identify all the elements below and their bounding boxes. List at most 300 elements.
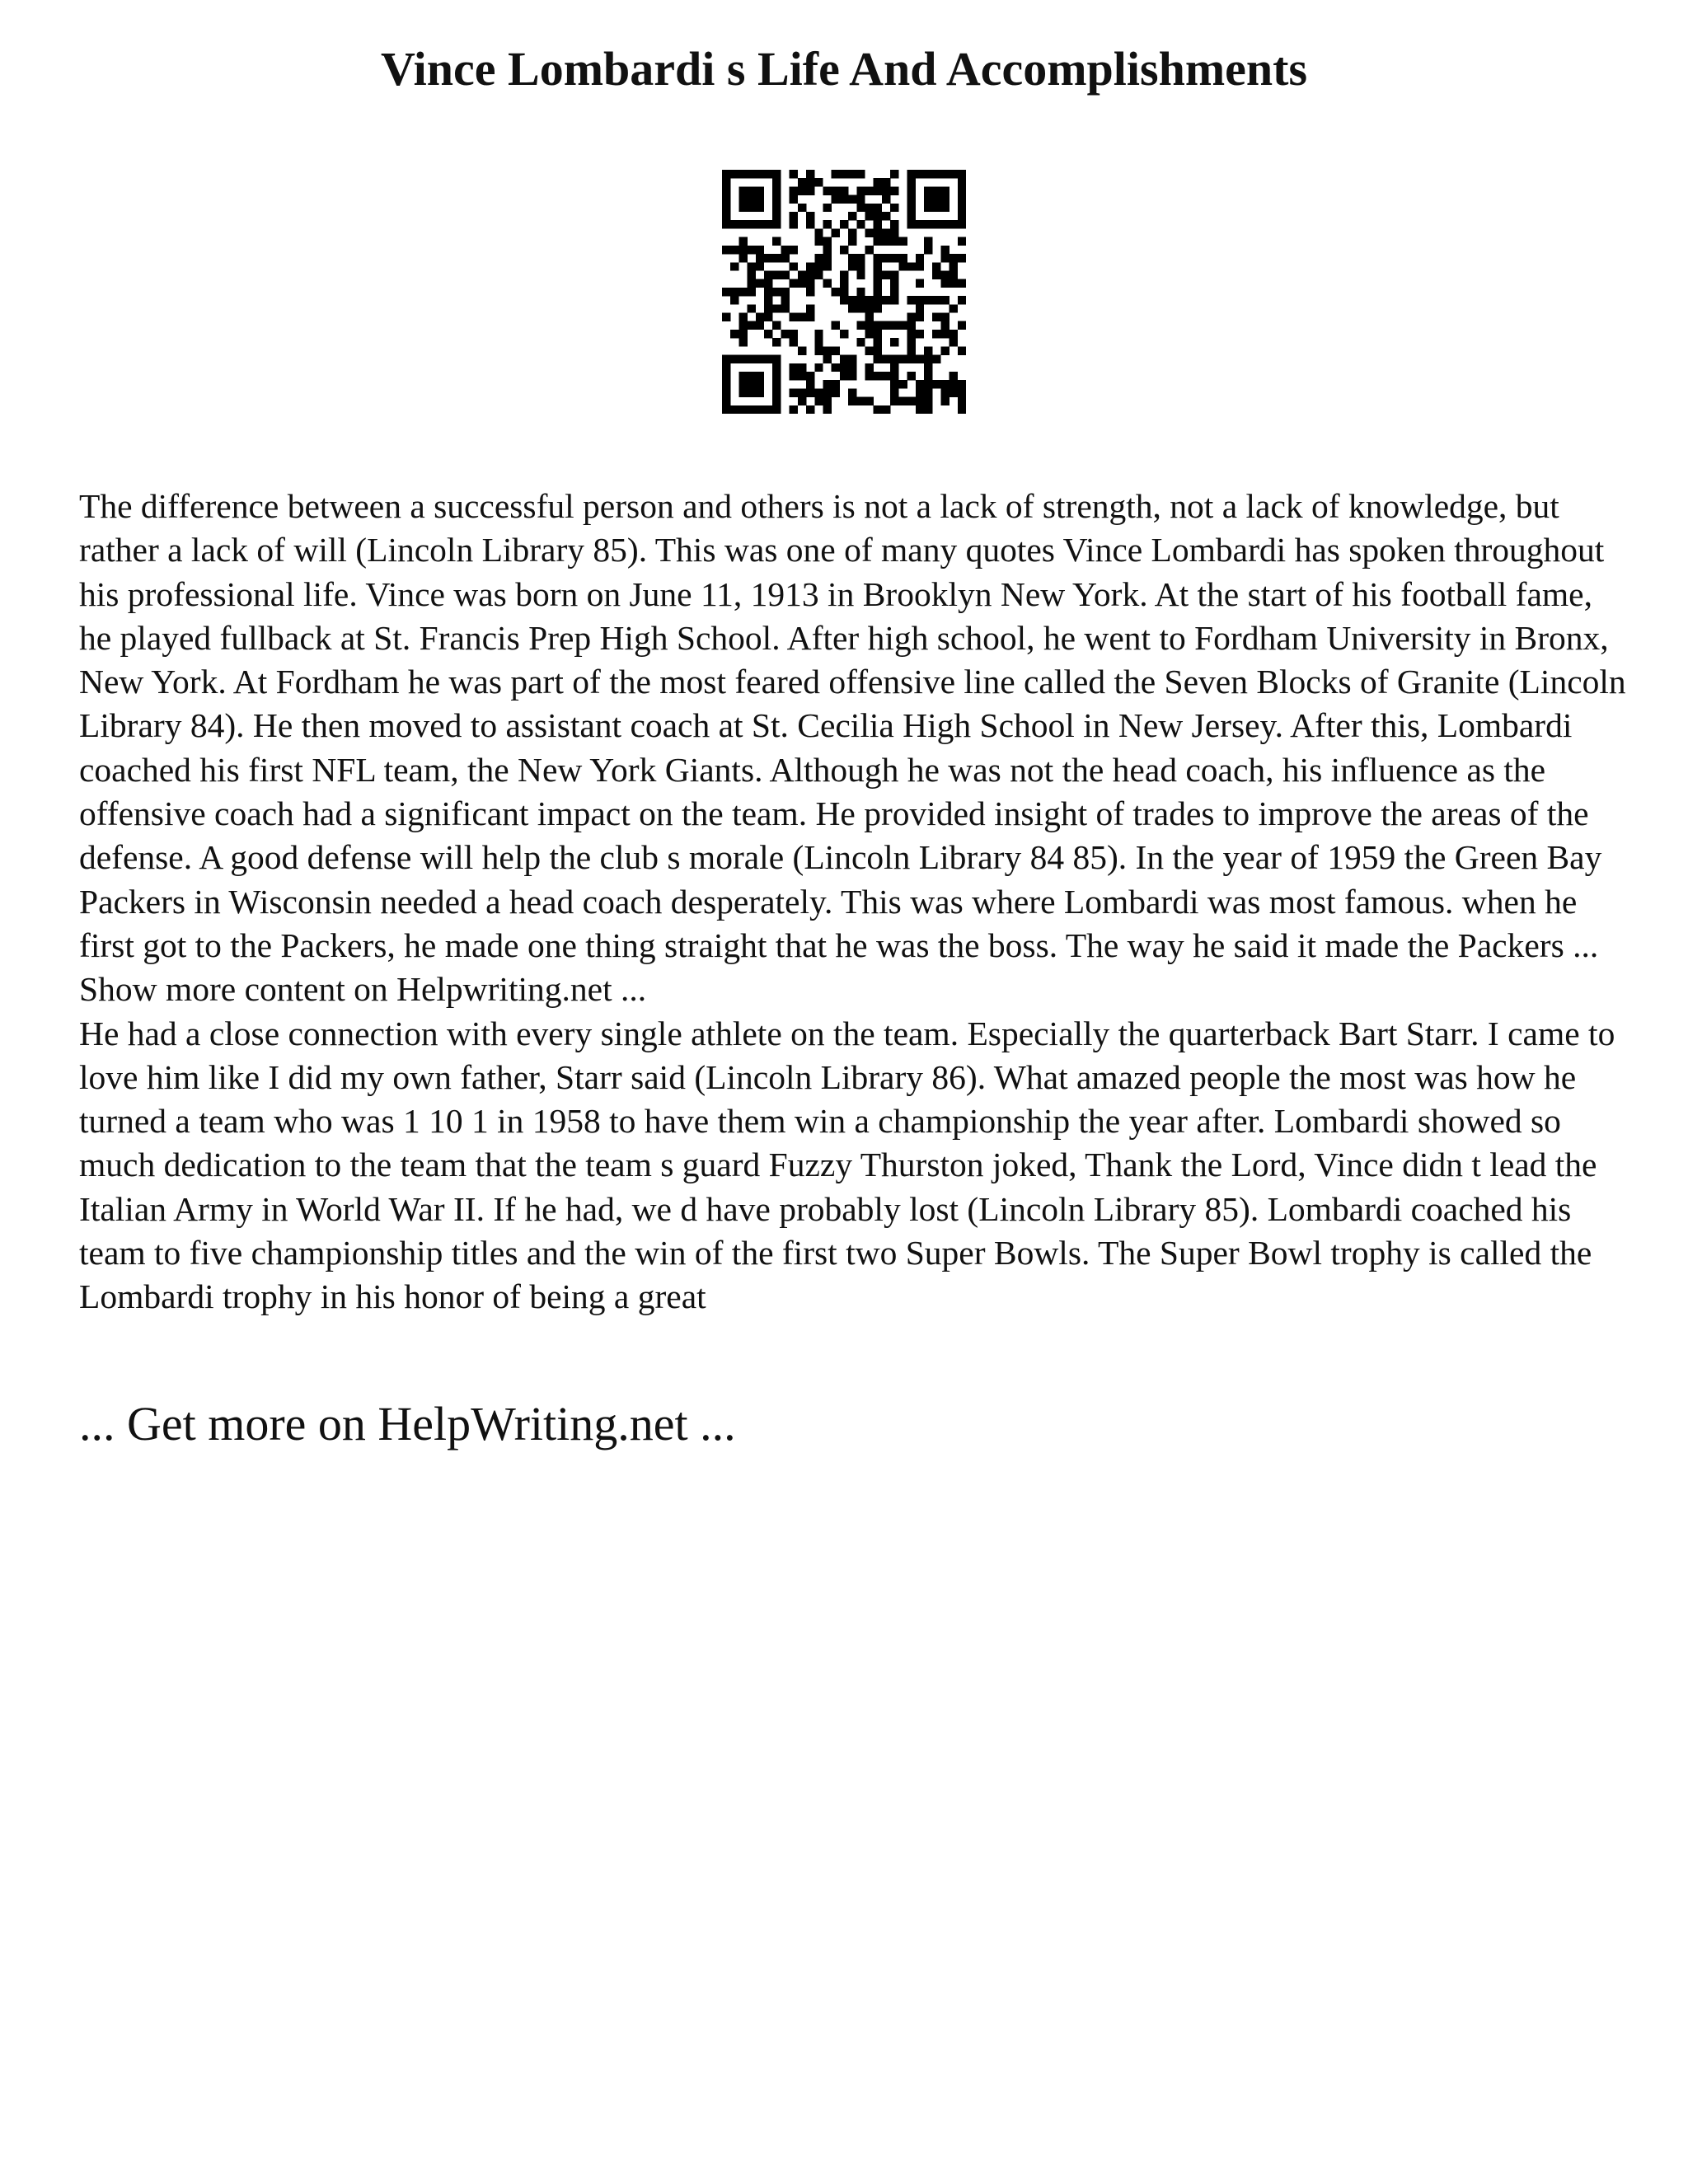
qr-module <box>814 237 823 246</box>
qr-module <box>738 372 747 380</box>
qr-module <box>856 321 865 330</box>
qr-module <box>798 388 806 396</box>
qr-module <box>958 405 966 414</box>
qr-module <box>882 355 890 363</box>
qr-module <box>950 279 958 288</box>
qr-module <box>916 405 924 414</box>
qr-module <box>722 405 730 414</box>
qr-module <box>907 397 916 405</box>
qr-module <box>950 338 958 346</box>
qr-module <box>806 270 814 279</box>
qr-module <box>865 212 874 220</box>
qr-module <box>738 254 747 262</box>
qr-module <box>924 170 932 178</box>
qr-module <box>832 288 840 296</box>
qr-module <box>772 237 781 246</box>
qr-module <box>924 204 932 212</box>
qr-module <box>823 397 831 405</box>
qr-module <box>722 186 730 194</box>
qr-module <box>756 186 764 194</box>
qr-module <box>916 296 924 304</box>
qr-module <box>865 246 874 254</box>
qr-module <box>748 388 756 396</box>
qr-module <box>730 288 738 296</box>
qr-module <box>814 228 823 237</box>
qr-module <box>738 186 747 194</box>
qr-module <box>924 380 932 388</box>
qr-module <box>874 279 882 288</box>
qr-module <box>748 220 756 228</box>
qr-module <box>874 304 882 312</box>
qr-module <box>907 212 916 220</box>
qr-module <box>890 228 898 237</box>
qr-module <box>772 186 781 194</box>
qr-module <box>748 170 756 178</box>
qr-module <box>764 288 772 296</box>
qr-module <box>756 195 764 204</box>
qr-module <box>748 355 756 363</box>
qr-module <box>722 288 730 296</box>
qr-module <box>748 321 756 330</box>
qr-module <box>848 170 856 178</box>
qr-module <box>823 204 831 212</box>
qr-module <box>907 262 916 270</box>
qr-module <box>840 246 848 254</box>
qr-module <box>882 212 890 220</box>
qr-module <box>848 397 856 405</box>
qr-module <box>958 397 966 405</box>
qr-module <box>722 212 730 220</box>
qr-module <box>814 388 823 396</box>
qr-module <box>848 254 856 262</box>
qr-module <box>916 380 924 388</box>
qr-module <box>882 237 890 246</box>
qr-module <box>848 388 856 396</box>
qr-module <box>907 330 916 338</box>
qr-module <box>874 237 882 246</box>
qr-module <box>823 346 831 354</box>
qr-module <box>856 195 865 204</box>
qr-module <box>730 170 738 178</box>
qr-module <box>814 254 823 262</box>
qr-module <box>772 405 781 414</box>
qr-module <box>756 220 764 228</box>
qr-module <box>924 405 932 414</box>
qr-module <box>916 355 924 363</box>
qr-module <box>840 220 848 228</box>
qr-module <box>874 288 882 296</box>
qr-module <box>907 178 916 186</box>
qr-module <box>722 397 730 405</box>
qr-module <box>898 237 907 246</box>
qr-module <box>882 405 890 414</box>
qr-module <box>814 178 823 186</box>
qr-module <box>907 170 916 178</box>
qr-module <box>940 330 949 338</box>
qr-module <box>840 288 848 296</box>
qr-module <box>823 388 831 396</box>
qr-module <box>772 388 781 396</box>
qr-module <box>924 237 932 246</box>
qr-module <box>958 321 966 330</box>
qr-module <box>823 355 831 363</box>
qr-module <box>748 246 756 254</box>
qr-module <box>806 288 814 296</box>
qr-module <box>958 380 966 388</box>
qr-module <box>874 204 882 212</box>
qr-module <box>865 372 874 380</box>
qr-module <box>882 195 890 204</box>
qr-module <box>924 397 932 405</box>
qr-module <box>950 388 958 396</box>
qr-module <box>958 346 966 354</box>
qr-module <box>916 279 924 288</box>
qr-module <box>940 254 949 262</box>
qr-module <box>865 228 874 237</box>
qr-module <box>932 220 940 228</box>
qr-module <box>932 355 940 363</box>
qr-module <box>738 220 747 228</box>
qr-module <box>890 380 898 388</box>
qr-code-icon <box>722 170 966 414</box>
qr-module <box>730 355 738 363</box>
qr-module <box>738 388 747 396</box>
qr-module <box>874 262 882 270</box>
qr-module <box>748 270 756 279</box>
qr-module <box>924 296 932 304</box>
qr-module <box>772 304 781 312</box>
qr-module <box>916 220 924 228</box>
qr-module <box>806 380 814 388</box>
qr-module <box>882 270 890 279</box>
qr-module <box>890 355 898 363</box>
qr-module <box>950 170 958 178</box>
qr-module <box>950 330 958 338</box>
qr-module <box>898 380 907 388</box>
qr-module <box>756 321 764 330</box>
qr-module <box>722 372 730 380</box>
qr-module <box>764 296 772 304</box>
qr-module <box>848 195 856 204</box>
qr-module <box>756 254 764 262</box>
qr-module <box>764 313 772 321</box>
qr-module <box>748 304 756 312</box>
qr-module <box>950 254 958 262</box>
qr-module <box>840 355 848 363</box>
article-body <box>79 485 1629 1319</box>
qr-module <box>940 279 949 288</box>
qr-module <box>874 372 882 380</box>
qr-module <box>790 262 798 270</box>
qr-module <box>865 204 874 212</box>
qr-module <box>907 186 916 194</box>
qr-module <box>874 330 882 338</box>
qr-code <box>722 170 966 414</box>
qr-module <box>790 279 798 288</box>
qr-module <box>790 220 798 228</box>
qr-module <box>856 296 865 304</box>
qr-module <box>916 330 924 338</box>
qr-module <box>722 220 730 228</box>
qr-module <box>823 186 831 194</box>
qr-module <box>806 388 814 396</box>
qr-module <box>738 330 747 338</box>
qr-module <box>748 372 756 380</box>
qr-module <box>916 313 924 321</box>
qr-module <box>874 355 882 363</box>
qr-module <box>772 288 781 296</box>
qr-module <box>756 372 764 380</box>
qr-module <box>958 237 966 246</box>
qr-module <box>940 170 949 178</box>
qr-module <box>738 204 747 212</box>
get-more-link[interactable]: ... Get more on HelpWriting.net ... <box>79 1397 736 1451</box>
qr-module <box>874 178 882 186</box>
qr-module <box>722 204 730 212</box>
qr-module <box>806 313 814 321</box>
qr-module <box>772 212 781 220</box>
qr-module <box>764 355 772 363</box>
qr-module <box>890 288 898 296</box>
qr-module <box>940 246 949 254</box>
qr-module <box>848 237 856 246</box>
qr-module <box>940 270 949 279</box>
qr-module <box>865 313 874 321</box>
qr-module <box>748 186 756 194</box>
qr-module <box>756 405 764 414</box>
qr-module <box>798 178 806 186</box>
qr-module <box>932 186 940 194</box>
qr-module <box>856 338 865 346</box>
qr-module <box>748 195 756 204</box>
qr-module <box>840 279 848 288</box>
qr-module <box>856 397 865 405</box>
qr-module <box>932 313 940 321</box>
qr-module <box>924 246 932 254</box>
qr-module <box>738 405 747 414</box>
qr-module <box>832 380 840 388</box>
qr-module <box>924 195 932 204</box>
qr-module <box>772 380 781 388</box>
qr-module <box>924 186 932 194</box>
qr-module <box>764 270 772 279</box>
qr-module <box>848 304 856 312</box>
qr-module <box>840 372 848 380</box>
qr-module <box>764 330 772 338</box>
qr-module <box>730 262 738 270</box>
qr-module <box>823 246 831 254</box>
qr-module <box>756 246 764 254</box>
qr-module <box>907 204 916 212</box>
qr-module <box>738 288 747 296</box>
qr-module <box>738 246 747 254</box>
qr-module <box>814 338 823 346</box>
qr-module <box>832 346 840 354</box>
qr-module <box>722 170 730 178</box>
qr-module <box>882 178 890 186</box>
qr-module <box>924 388 932 396</box>
qr-module <box>756 170 764 178</box>
qr-module <box>874 296 882 304</box>
qr-module <box>738 355 747 363</box>
qr-module <box>772 321 781 330</box>
qr-module <box>832 321 840 330</box>
qr-module <box>848 262 856 270</box>
qr-module <box>823 237 831 246</box>
qr-module <box>772 170 781 178</box>
qr-module <box>940 388 949 396</box>
qr-module <box>907 338 916 346</box>
qr-module <box>932 270 940 279</box>
paragraph: He had a close connection with every single athlete on the team. Especially the quarterback Bart Starr. I came to love him like I did my own father, Starr said (Lincoln Library 86). What amazed people the most was how he turned a team who was 1 10 1 in 1958 to have them win a championship the year after. Lombardi showed so much dedication to the team that the team s guard Fuzzy Thurston joked, Thank the Lord, Vince didn t lead the Italian Army in World War II. If he had, we d have probably lost (Lincoln Library 85). Lombardi coached his team to five championship titles and the win of the first two Super Bowls. The Super Bowl trophy is called the Lombardi trophy in his honor of being a great <box>79 1014 1615 1316</box>
qr-module <box>865 321 874 330</box>
qr-module <box>764 304 772 312</box>
paragraph: The difference between a successful person and others is not a lack of strength, not a lack of knowledge, but rather a lack of will (Lincoln Library 85). This was one of many quotes Vince Lombardi has spoken throughout his professional life. Vince was born on June 11, 1913 in Brooklyn New York. At the start of his football fame, he played fullback at St. Francis Prep High School. After high school, he went to Fordham University in Bronx, New York. At Fordham he was part of the most feared offensive line called the Seven Blocks of Granite (Lincoln Library 84). He then moved to assistant coach at St. Cecilia High School in New Jersey. After this, Lombardi coached his first NFL team, the New York Giants. Although he was not the head coach, his influence as the offensive coach had a significant impact on the team. He provided insight of trades to improve the areas of the defense. A good defense will help the club s morale (Lincoln Library 84 85). In the year of 1959 the Green Bay Packers in Wisconsin needed a head coach desperately. This was where Lombardi was most famous. when he first got to the Packers, he made one thing straight that he was the boss. The way he said it made the Packers ... Show more content on Helpwriting.net ... <box>79 487 1626 1009</box>
qr-module <box>950 304 958 312</box>
qr-module <box>772 178 781 186</box>
qr-module <box>856 170 865 178</box>
qr-module <box>806 279 814 288</box>
qr-module <box>865 397 874 405</box>
qr-module <box>932 262 940 270</box>
qr-module <box>823 262 831 270</box>
qr-module <box>958 220 966 228</box>
qr-module <box>940 296 949 304</box>
qr-module <box>840 170 848 178</box>
qr-module <box>882 254 890 262</box>
qr-module <box>722 363 730 372</box>
qr-module <box>823 405 831 414</box>
qr-module <box>856 262 865 270</box>
qr-module <box>814 363 823 372</box>
qr-module <box>790 195 798 204</box>
qr-module <box>874 346 882 354</box>
qr-module <box>916 262 924 270</box>
qr-module <box>890 372 898 380</box>
qr-module <box>924 220 932 228</box>
qr-module <box>898 397 907 405</box>
qr-module <box>874 321 882 330</box>
qr-module <box>848 363 856 372</box>
qr-module <box>848 228 856 237</box>
qr-module <box>958 186 966 194</box>
qr-module <box>738 170 747 178</box>
qr-module <box>832 228 840 237</box>
qr-module <box>856 288 865 296</box>
qr-module <box>781 246 789 254</box>
qr-module <box>874 254 882 262</box>
qr-module <box>950 270 958 279</box>
qr-module <box>958 296 966 304</box>
qr-module <box>730 220 738 228</box>
qr-module <box>772 254 781 262</box>
qr-module <box>798 186 806 194</box>
qr-module <box>890 338 898 346</box>
qr-module <box>756 380 764 388</box>
qr-module <box>940 321 949 330</box>
qr-module <box>958 170 966 178</box>
qr-module <box>738 380 747 388</box>
qr-module <box>890 170 898 178</box>
qr-module <box>756 204 764 212</box>
qr-module <box>907 372 916 380</box>
qr-module <box>840 330 848 338</box>
qr-module <box>890 388 898 396</box>
qr-module <box>890 237 898 246</box>
qr-module <box>748 204 756 212</box>
qr-module <box>932 380 940 388</box>
qr-module <box>950 372 958 380</box>
qr-module <box>806 186 814 194</box>
qr-module <box>932 204 940 212</box>
qr-module <box>790 170 798 178</box>
qr-module <box>764 254 772 262</box>
qr-module <box>738 195 747 204</box>
qr-module <box>865 346 874 354</box>
qr-module <box>856 270 865 279</box>
qr-module <box>722 246 730 254</box>
qr-module <box>748 405 756 414</box>
qr-module <box>882 372 890 380</box>
qr-module <box>790 405 798 414</box>
qr-module <box>958 388 966 396</box>
qr-module <box>865 304 874 312</box>
qr-module <box>790 330 798 338</box>
qr-module <box>907 220 916 228</box>
qr-module <box>772 363 781 372</box>
qr-module <box>790 186 798 194</box>
qr-module <box>738 313 747 321</box>
qr-module <box>798 346 806 354</box>
qr-module <box>890 186 898 194</box>
qr-module <box>832 195 840 204</box>
qr-module <box>823 279 831 288</box>
qr-module <box>848 372 856 380</box>
qr-module <box>940 220 949 228</box>
qr-module <box>865 330 874 338</box>
qr-module <box>958 204 966 212</box>
qr-module <box>806 220 814 228</box>
qr-module <box>781 288 789 296</box>
qr-module <box>832 170 840 178</box>
qr-module <box>798 313 806 321</box>
qr-module <box>748 288 756 296</box>
qr-module <box>940 346 949 354</box>
qr-module <box>738 237 747 246</box>
qr-module <box>772 270 781 279</box>
qr-module <box>730 246 738 254</box>
qr-module <box>756 313 764 321</box>
qr-module <box>798 270 806 279</box>
qr-module <box>772 195 781 204</box>
qr-module <box>730 296 738 304</box>
qr-module <box>924 363 932 372</box>
qr-module <box>772 397 781 405</box>
qr-module <box>764 405 772 414</box>
qr-module <box>772 355 781 363</box>
qr-module <box>874 186 882 194</box>
qr-module <box>890 220 898 228</box>
qr-module <box>722 313 730 321</box>
qr-module <box>781 254 789 262</box>
qr-module <box>907 296 916 304</box>
qr-module <box>856 204 865 212</box>
qr-module <box>848 296 856 304</box>
qr-module <box>940 195 949 204</box>
qr-module <box>882 321 890 330</box>
qr-module <box>798 372 806 380</box>
qr-module <box>756 279 764 288</box>
